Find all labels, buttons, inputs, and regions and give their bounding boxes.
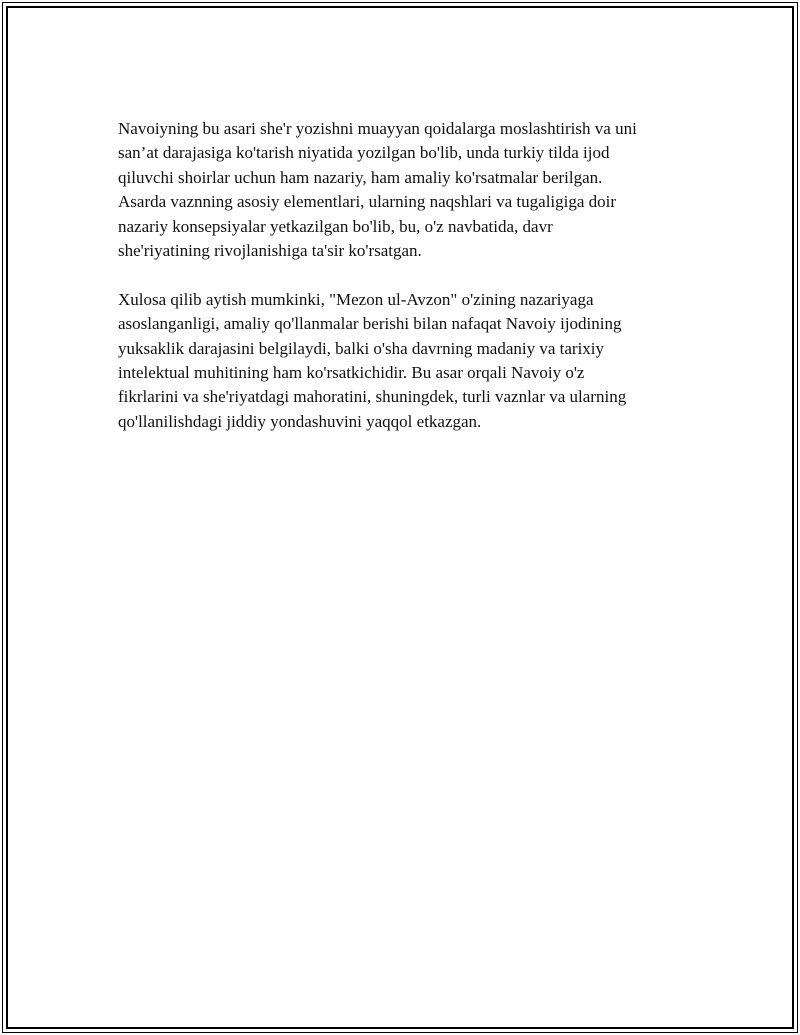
paragraph-conclusion: Xulosa qilib aytish mumkinki, "Mezon ul-Avzon" o'zining nazariyaga asoslanganligi, amaliy qo'llanmalar berishi bilan nafaqat Navoiy ijodining yuksaklik darajasini belgilaydi, balki o'sha davrning madaniy va tarixiy intelektual muhitining ham ko'rsatkichidir. Bu asar orqali Navoiy o'z fikrlarini va she'riyatdagi mahoratini, shuningdek, turli vaznlar va ularning qo'llanilishdagi jiddiy yondashuvini yaqqol etkazgan. (118, 289, 627, 431)
document-body (118, 117, 698, 434)
paragraph-mezon-purpose: Navoiyning bu asari she'r yozishni muayyan qoidalarga moslashtirish va uni san’at darajasiga ko'tarish niyatida yozilgan bo'lib, unda turkiy tilda ijod qiluvchi shoirlar uchun ham nazariy, ham amaliy ko'rsatmalar berilgan. Asarda vaznning asosiy elementlari, ularning naqshlari va tugaligiga doir nazariy konsepsiyalar yetkazilgan bo'lib, bu, o'z navbatida, davr she'riyatining rivojlanishiga ta'sir ko'rsatgan. (118, 119, 637, 261)
